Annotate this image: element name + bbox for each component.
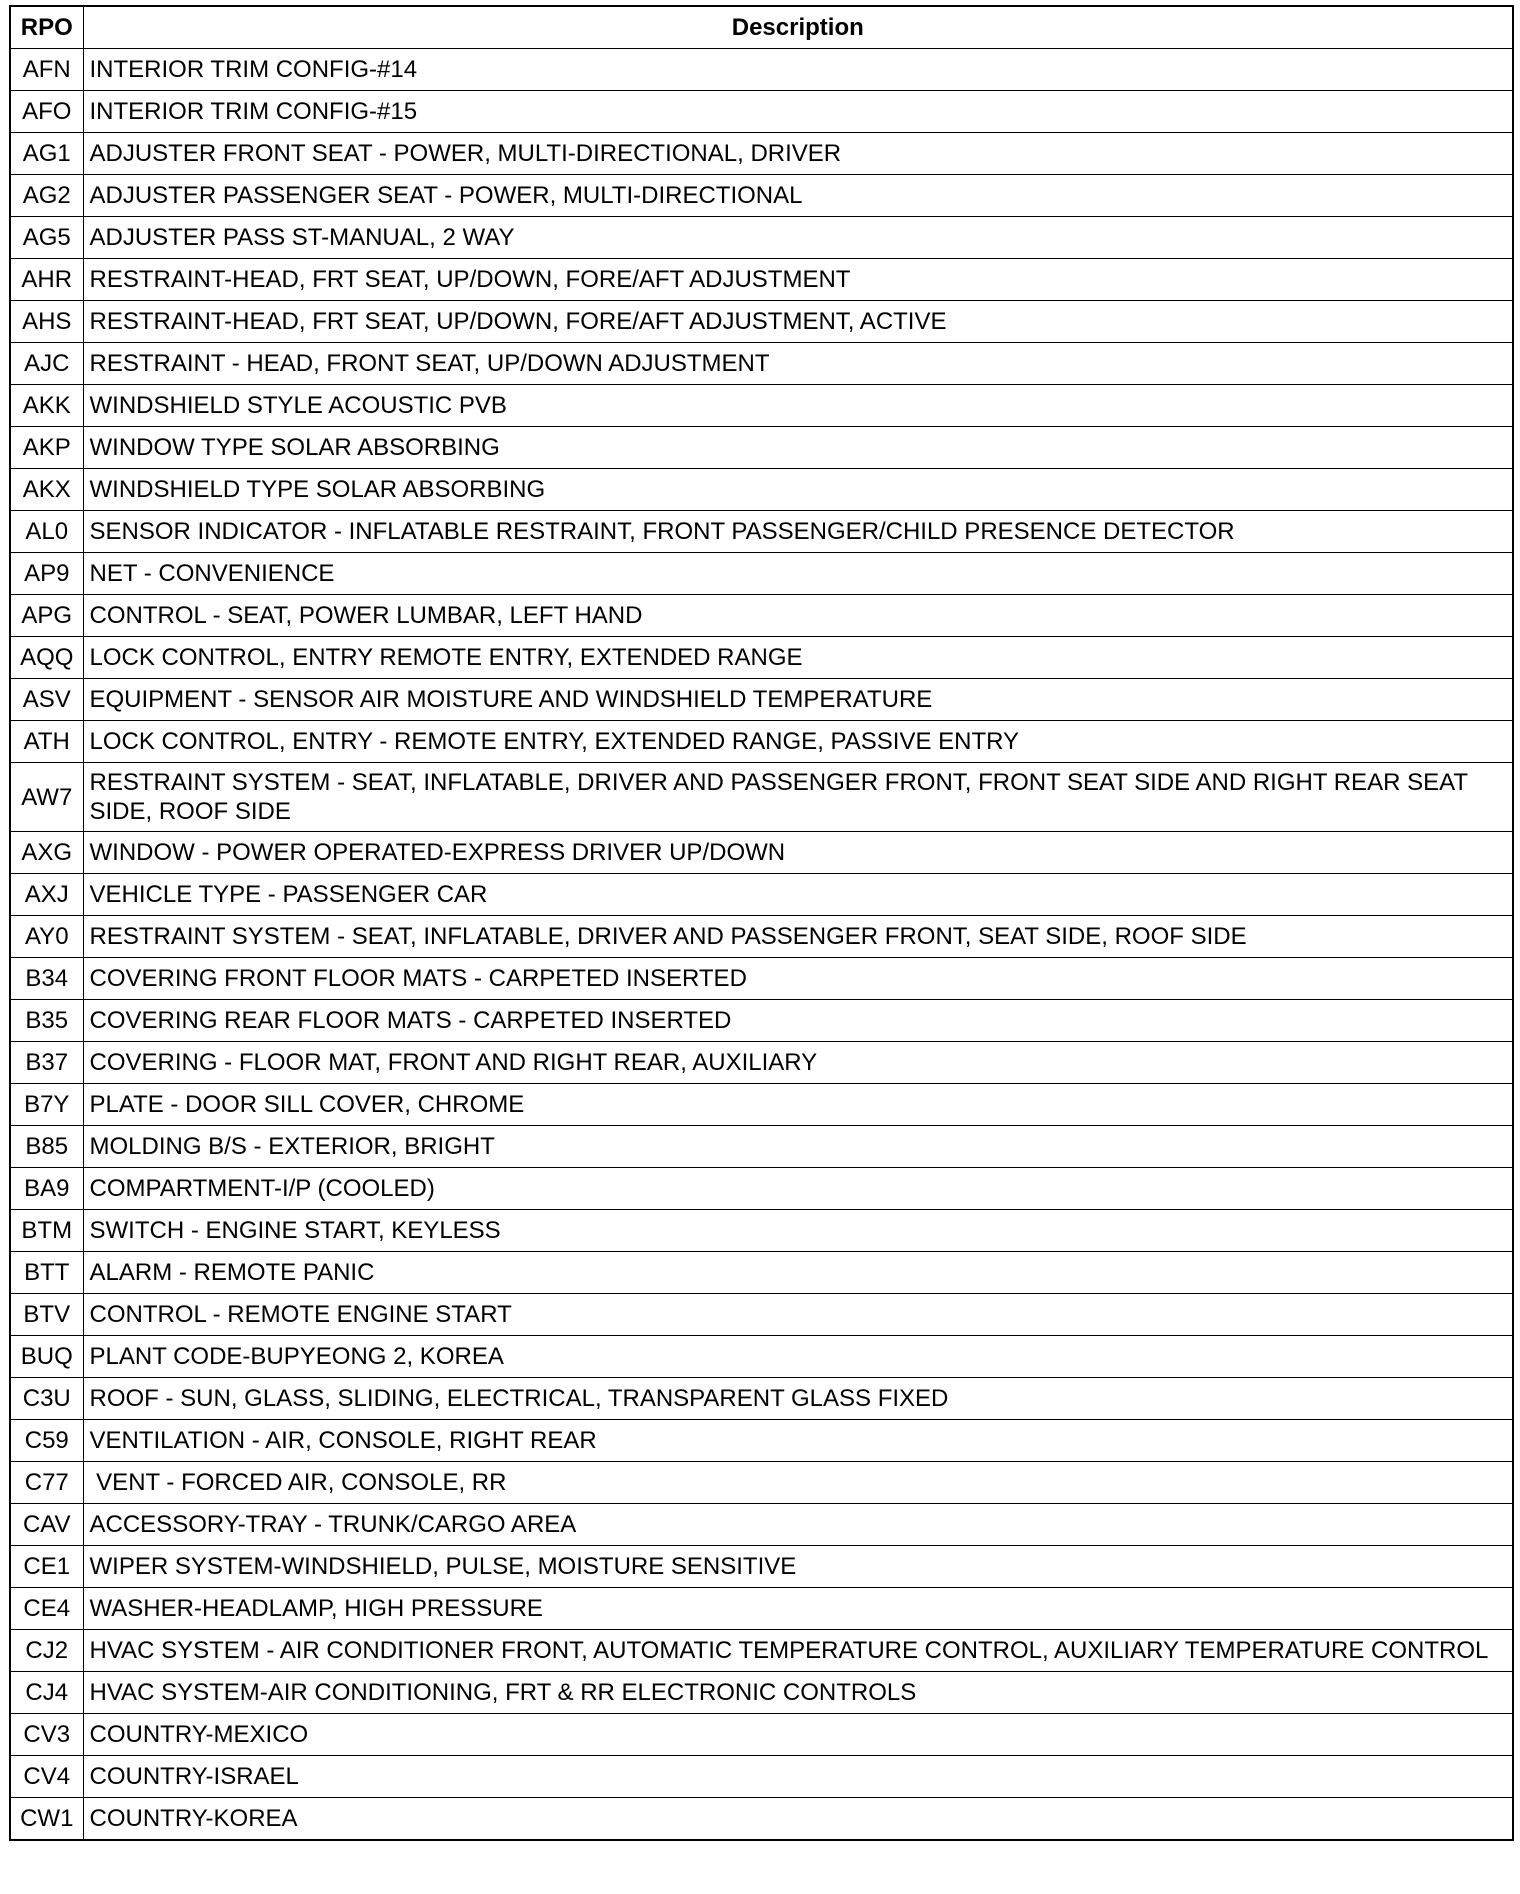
rpo-code-cell: BUQ bbox=[10, 1336, 83, 1378]
rpo-code-cell: ASV bbox=[10, 679, 83, 721]
table-row bbox=[10, 1294, 1513, 1336]
table-row bbox=[10, 832, 1513, 874]
rpo-code-cell: AHS bbox=[10, 301, 83, 343]
description-cell: RESTRAINT-HEAD, FRT SEAT, UP/DOWN, FORE/AFT ADJUSTMENT, ACTIVE bbox=[83, 301, 1513, 343]
rpo-code-cell: B37 bbox=[10, 1042, 83, 1084]
description-cell: COVERING FRONT FLOOR MATS - CARPETED INSERTED bbox=[83, 958, 1513, 1000]
description-cell: LOCK CONTROL, ENTRY - REMOTE ENTRY, EXTENDED RANGE, PASSIVE ENTRY bbox=[83, 721, 1513, 763]
table-row bbox=[10, 1336, 1513, 1378]
table-row bbox=[10, 427, 1513, 469]
description-cell: WINDSHIELD STYLE ACOUSTIC PVB bbox=[83, 385, 1513, 427]
description-cell: PLATE - DOOR SILL COVER, CHROME bbox=[83, 1084, 1513, 1126]
description-cell: EQUIPMENT - SENSOR AIR MOISTURE AND WINDSHIELD TEMPERATURE bbox=[83, 679, 1513, 721]
description-cell: INTERIOR TRIM CONFIG-#14 bbox=[83, 49, 1513, 91]
table-header bbox=[10, 6, 1513, 49]
description-cell: WIPER SYSTEM-WINDSHIELD, PULSE, MOISTURE SENSITIVE bbox=[83, 1546, 1513, 1588]
table-row bbox=[10, 958, 1513, 1000]
header-row bbox=[10, 6, 1513, 49]
table-row bbox=[10, 49, 1513, 91]
table-body bbox=[10, 49, 1513, 1841]
rpo-code-cell: C59 bbox=[10, 1420, 83, 1462]
description-cell: RESTRAINT SYSTEM - SEAT, INFLATABLE, DRIVER AND PASSENGER FRONT, FRONT SEAT SIDE AND RIGHT REAR SEAT SIDE, ROOF SIDE bbox=[83, 763, 1513, 832]
description-cell: ROOF - SUN, GLASS, SLIDING, ELECTRICAL, TRANSPARENT GLASS FIXED bbox=[83, 1378, 1513, 1420]
description-cell: NET - CONVENIENCE bbox=[83, 553, 1513, 595]
rpo-code-cell: AFO bbox=[10, 91, 83, 133]
rpo-code-cell: AG5 bbox=[10, 217, 83, 259]
table-row bbox=[10, 1672, 1513, 1714]
description-cell: WASHER-HEADLAMP, HIGH PRESSURE bbox=[83, 1588, 1513, 1630]
table-row bbox=[10, 217, 1513, 259]
description-cell: COMPARTMENT-I/P (COOLED) bbox=[83, 1168, 1513, 1210]
description-cell: INTERIOR TRIM CONFIG-#15 bbox=[83, 91, 1513, 133]
description-cell: CONTROL - SEAT, POWER LUMBAR, LEFT HAND bbox=[83, 595, 1513, 637]
table-row bbox=[10, 1462, 1513, 1504]
rpo-code-cell: AXG bbox=[10, 832, 83, 874]
rpo-code-cell: CAV bbox=[10, 1504, 83, 1546]
table-row bbox=[10, 874, 1513, 916]
description-cell: WINDOW - POWER OPERATED-EXPRESS DRIVER UP/DOWN bbox=[83, 832, 1513, 874]
column-header-description: Description bbox=[83, 6, 1513, 49]
table-row bbox=[10, 763, 1513, 832]
description-cell: SENSOR INDICATOR - INFLATABLE RESTRAINT, FRONT PASSENGER/CHILD PRESENCE DETECTOR bbox=[83, 511, 1513, 553]
table-row bbox=[10, 1378, 1513, 1420]
rpo-code-cell: APG bbox=[10, 595, 83, 637]
table-row bbox=[10, 1756, 1513, 1798]
description-cell: ADJUSTER PASS ST-MANUAL, 2 WAY bbox=[83, 217, 1513, 259]
rpo-code-cell: AJC bbox=[10, 343, 83, 385]
table-row bbox=[10, 595, 1513, 637]
rpo-code-cell: C3U bbox=[10, 1378, 83, 1420]
description-cell: CONTROL - REMOTE ENGINE START bbox=[83, 1294, 1513, 1336]
description-cell: MOLDING B/S - EXTERIOR, BRIGHT bbox=[83, 1126, 1513, 1168]
table-row bbox=[10, 637, 1513, 679]
rpo-code-cell: AHR bbox=[10, 259, 83, 301]
table-row bbox=[10, 1000, 1513, 1042]
rpo-code-cell: CJ4 bbox=[10, 1672, 83, 1714]
rpo-code-cell: CJ2 bbox=[10, 1630, 83, 1672]
table-row bbox=[10, 385, 1513, 427]
table-row bbox=[10, 301, 1513, 343]
rpo-code-cell: B7Y bbox=[10, 1084, 83, 1126]
rpo-code-cell: AKP bbox=[10, 427, 83, 469]
rpo-code-cell: AW7 bbox=[10, 763, 83, 832]
description-cell: RESTRAINT - HEAD, FRONT SEAT, UP/DOWN ADJUSTMENT bbox=[83, 343, 1513, 385]
table-row bbox=[10, 1546, 1513, 1588]
description-cell: ACCESSORY-TRAY - TRUNK/CARGO AREA bbox=[83, 1504, 1513, 1546]
rpo-code-cell: B85 bbox=[10, 1126, 83, 1168]
rpo-code-cell: CE1 bbox=[10, 1546, 83, 1588]
table-row bbox=[10, 259, 1513, 301]
table-row bbox=[10, 1504, 1513, 1546]
rpo-code-cell: CV4 bbox=[10, 1756, 83, 1798]
rpo-code-cell: AQQ bbox=[10, 637, 83, 679]
table-row bbox=[10, 1168, 1513, 1210]
description-cell: COUNTRY-MEXICO bbox=[83, 1714, 1513, 1756]
table-row bbox=[10, 721, 1513, 763]
rpo-table bbox=[9, 5, 1514, 1841]
description-cell: HVAC SYSTEM - AIR CONDITIONER FRONT, AUTOMATIC TEMPERATURE CONTROL, AUXILIARY TEMPERATURE CONTROL bbox=[83, 1630, 1513, 1672]
description-cell: ALARM - REMOTE PANIC bbox=[83, 1252, 1513, 1294]
table-row bbox=[10, 1042, 1513, 1084]
rpo-code-cell: BTT bbox=[10, 1252, 83, 1294]
description-cell: LOCK CONTROL, ENTRY REMOTE ENTRY, EXTENDED RANGE bbox=[83, 637, 1513, 679]
description-cell: COUNTRY-KOREA bbox=[83, 1798, 1513, 1841]
description-cell: ADJUSTER FRONT SEAT - POWER, MULTI-DIRECTIONAL, DRIVER bbox=[83, 133, 1513, 175]
table-row bbox=[10, 1084, 1513, 1126]
rpo-code-cell: AY0 bbox=[10, 916, 83, 958]
rpo-code-cell: BTM bbox=[10, 1210, 83, 1252]
table-row bbox=[10, 91, 1513, 133]
rpo-code-cell: B35 bbox=[10, 1000, 83, 1042]
table-row bbox=[10, 1210, 1513, 1252]
table-row bbox=[10, 511, 1513, 553]
description-cell: ADJUSTER PASSENGER SEAT - POWER, MULTI-DIRECTIONAL bbox=[83, 175, 1513, 217]
table-row bbox=[10, 1798, 1513, 1841]
rpo-code-cell: AXJ bbox=[10, 874, 83, 916]
rpo-code-cell: CE4 bbox=[10, 1588, 83, 1630]
rpo-code-cell: AL0 bbox=[10, 511, 83, 553]
rpo-code-cell: AKK bbox=[10, 385, 83, 427]
table-row bbox=[10, 916, 1513, 958]
rpo-code-cell: AP9 bbox=[10, 553, 83, 595]
description-cell: WINDOW TYPE SOLAR ABSORBING bbox=[83, 427, 1513, 469]
table-row bbox=[10, 133, 1513, 175]
table-row bbox=[10, 469, 1513, 511]
table-row bbox=[10, 1588, 1513, 1630]
rpo-code-cell: BA9 bbox=[10, 1168, 83, 1210]
table-row bbox=[10, 1420, 1513, 1462]
description-cell: COUNTRY-ISRAEL bbox=[83, 1756, 1513, 1798]
description-cell: SWITCH - ENGINE START, KEYLESS bbox=[83, 1210, 1513, 1252]
rpo-code-cell: ATH bbox=[10, 721, 83, 763]
description-cell: RESTRAINT SYSTEM - SEAT, INFLATABLE, DRIVER AND PASSENGER FRONT, SEAT SIDE, ROOF SIDE bbox=[83, 916, 1513, 958]
description-cell: RESTRAINT-HEAD, FRT SEAT, UP/DOWN, FORE/AFT ADJUSTMENT bbox=[83, 259, 1513, 301]
description-cell: VENTILATION - AIR, CONSOLE, RIGHT REAR bbox=[83, 1420, 1513, 1462]
table-row bbox=[10, 1126, 1513, 1168]
description-cell: COVERING REAR FLOOR MATS - CARPETED INSERTED bbox=[83, 1000, 1513, 1042]
description-cell: HVAC SYSTEM-AIR CONDITIONING, FRT & RR ELECTRONIC CONTROLS bbox=[83, 1672, 1513, 1714]
description-cell: VEHICLE TYPE - PASSENGER CAR bbox=[83, 874, 1513, 916]
rpo-code-cell: CW1 bbox=[10, 1798, 83, 1841]
rpo-code-cell: AG2 bbox=[10, 175, 83, 217]
description-cell: COVERING - FLOOR MAT, FRONT AND RIGHT REAR, AUXILIARY bbox=[83, 1042, 1513, 1084]
rpo-code-cell: AKX bbox=[10, 469, 83, 511]
table-row bbox=[10, 175, 1513, 217]
description-cell: VENT - FORCED AIR, CONSOLE, RR bbox=[83, 1462, 1513, 1504]
description-cell: WINDSHIELD TYPE SOLAR ABSORBING bbox=[83, 469, 1513, 511]
table-row bbox=[10, 1252, 1513, 1294]
column-header-rpo: RPO bbox=[10, 6, 83, 49]
rpo-code-cell: BTV bbox=[10, 1294, 83, 1336]
table-row bbox=[10, 679, 1513, 721]
table-row bbox=[10, 1630, 1513, 1672]
rpo-code-cell: CV3 bbox=[10, 1714, 83, 1756]
rpo-code-cell: C77 bbox=[10, 1462, 83, 1504]
table-row bbox=[10, 343, 1513, 385]
description-cell: PLANT CODE-BUPYEONG 2, KOREA bbox=[83, 1336, 1513, 1378]
rpo-code-cell: AG1 bbox=[10, 133, 83, 175]
rpo-code-cell: AFN bbox=[10, 49, 83, 91]
table-row bbox=[10, 553, 1513, 595]
table-row bbox=[10, 1714, 1513, 1756]
rpo-code-cell: B34 bbox=[10, 958, 83, 1000]
